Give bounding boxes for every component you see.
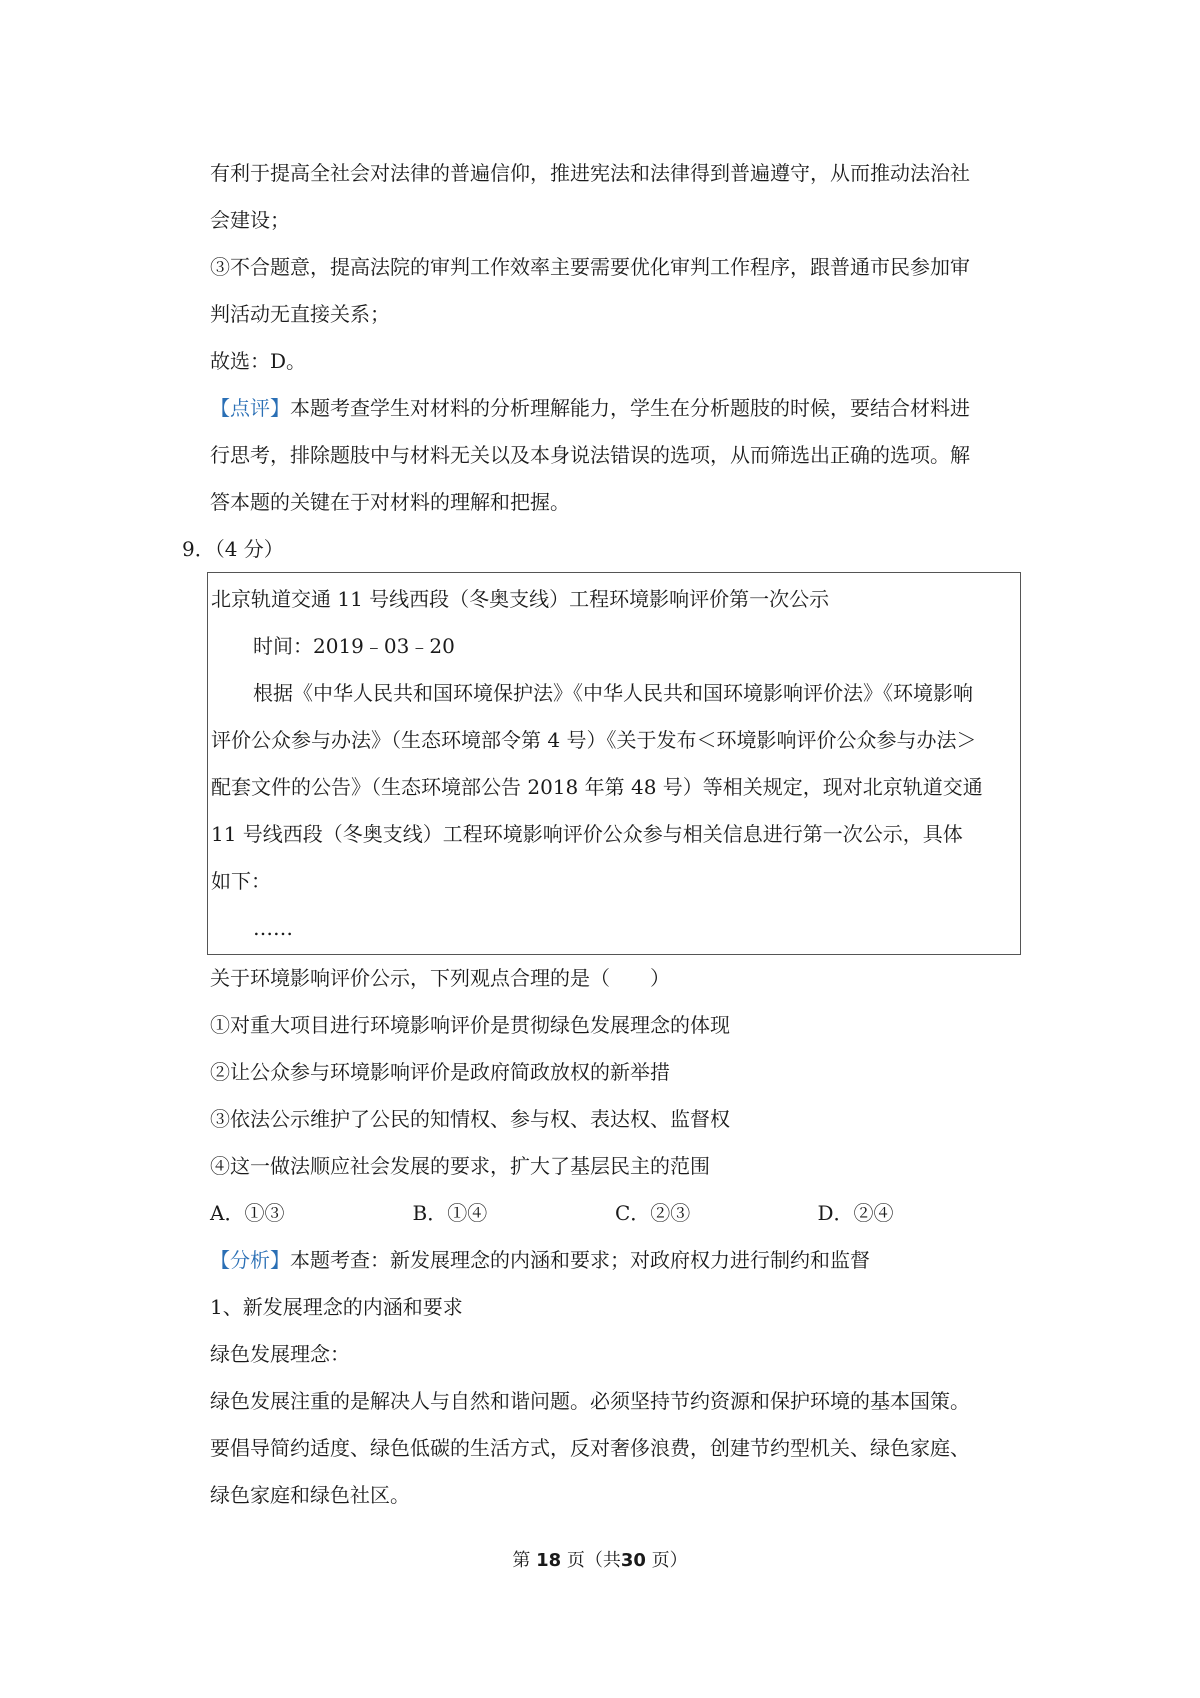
footer-page-number: 18: [536, 1550, 562, 1571]
option-b: B．①④: [412, 1201, 488, 1225]
statement: ④这一做法顺应社会发展的要求，扩大了基层民主的范围: [210, 1154, 710, 1178]
option-c: C．②③: [615, 1201, 691, 1225]
footer-middle: 页（共: [566, 1550, 621, 1571]
comment-tag: 【点评】: [210, 396, 290, 420]
material-ellipsis: ……: [253, 916, 293, 940]
analysis-line: 绿色家庭和绿色社区。: [210, 1483, 410, 1507]
statement: ①对重大项目进行环境影响评价是贯彻绿色发展理念的体现: [210, 1013, 730, 1037]
analysis-line: 1、新发展理念的内涵和要求: [210, 1295, 463, 1319]
previous-answer-section: [210, 150, 1020, 526]
question-stem: 关于环境影响评价公示，下列观点合理的是（ ）: [210, 966, 670, 990]
statement: ②让公众参与环境影响评价是政府简政放权的新举措: [210, 1060, 670, 1084]
footer-total-pages: 30: [620, 1550, 646, 1571]
text-line: ③不合题意，提高法院的审判工作效率主要需要优化审判工作程序，跟普通市民参加审: [210, 255, 970, 279]
text-line: 有利于提高全社会对法律的普遍信仰，推进宪法和法律得到普遍遵守，从而推动法治社: [210, 161, 970, 185]
footer-suffix: 页）: [651, 1550, 688, 1571]
text-line: 判活动无直接关系；: [210, 302, 390, 326]
material-line: 如下：: [211, 869, 271, 893]
analysis-tag: 【分析】: [210, 1248, 290, 1272]
analysis-text: 本题考查：新发展理念的内涵和要求；对政府权力进行制约和监督: [290, 1248, 870, 1272]
comment-line: 行思考，排除题肢中与材料无关以及本身说法错误的选项，从而筛选出正确的选项。解: [210, 443, 970, 467]
comment-line: 答本题的关键在于对材料的理解和把握。: [210, 490, 570, 514]
answer-options: [210, 1190, 1020, 1237]
material-box: [207, 572, 1021, 955]
footer-prefix: 第: [512, 1550, 531, 1571]
option-d: D．②④: [817, 1201, 894, 1225]
analysis-line: 要倡导简约适度、绿色低碳的生活方式，反对奢侈浪费，创建节约型机关、绿色家庭、: [210, 1436, 970, 1460]
comment-line: [210, 385, 1020, 432]
question-section: [210, 955, 1020, 1519]
analysis-line: [210, 1237, 1020, 1284]
material-line: 评价公众参与办法》（生态环境部令第 4 号）《关于发布＜环境影响评价公众参与办法＞: [211, 728, 977, 752]
analysis-line: 绿色发展注重的是解决人与自然和谐问题。必须坚持节约资源和保护环境的基本国策。: [210, 1389, 970, 1413]
material-line: 根据《中华人民共和国环境保护法》《中华人民共和国环境影响评价法》《环境影响: [253, 681, 973, 705]
material-time: 时间：2019﹣03﹣20: [253, 634, 455, 658]
page-footer: [0, 1546, 1200, 1572]
statement: ③依法公示维护了公民的知情权、参与权、表达权、监督权: [210, 1107, 730, 1131]
material-line: 11 号线西段（冬奥支线）工程环境影响评价公众参与相关信息进行第一次公示，具体: [211, 822, 963, 846]
material-line: 配套文件的公告》（生态环境部公告 2018 年第 48 号）等相关规定，现对北京轨道交通: [211, 775, 983, 799]
material-title: 北京轨道交通 11 号线西段（冬奥支线）工程环境影响评价第一次公示: [211, 587, 830, 611]
option-a: A．①③: [210, 1201, 285, 1225]
answer-line: 故选：D。: [210, 349, 307, 373]
question-number: 9．（4 分）: [182, 537, 284, 561]
text-line: 会建设；: [210, 208, 290, 232]
analysis-line: 绿色发展理念：: [210, 1342, 350, 1366]
comment-text: 本题考查学生对材料的分析理解能力，学生在分析题肢的时候，要结合材料进: [290, 396, 970, 420]
